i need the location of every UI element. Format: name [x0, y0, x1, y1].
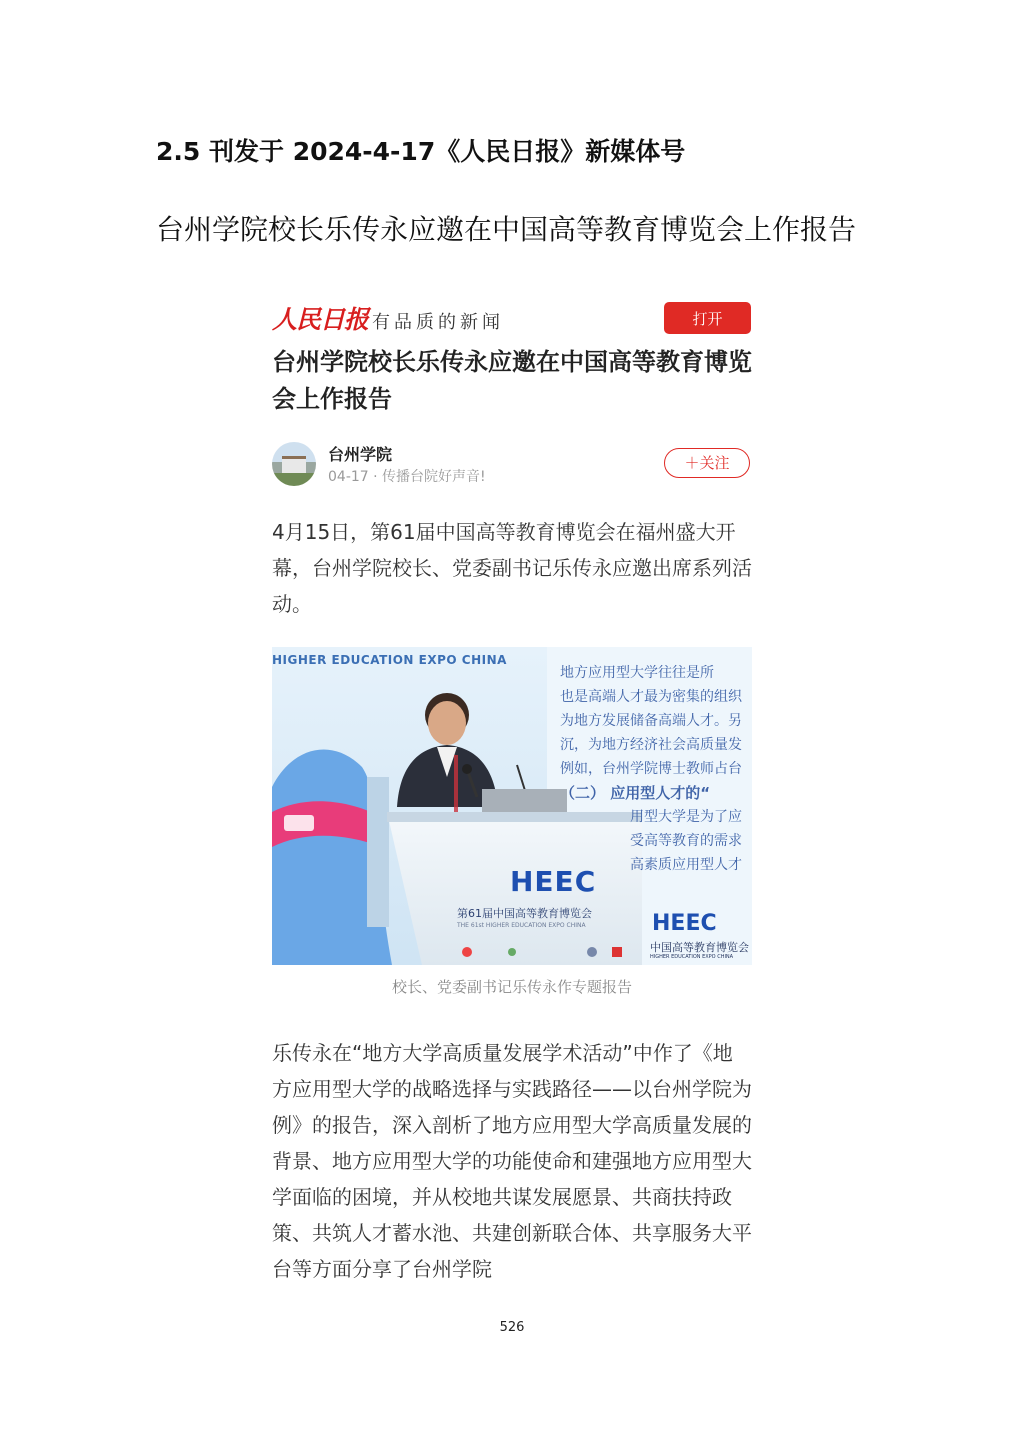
expo-banner-text: HIGHER EDUCATION EXPO CHINA [272, 653, 507, 667]
peoples-daily-logo: 人民日报 [272, 305, 369, 334]
slide-line: 例如，台州学院博士教师占台 [560, 761, 742, 777]
slide-line: 高素质应用型人才 [630, 857, 742, 873]
article-screenshot [272, 288, 752, 1281]
podium-logo: HEEC [510, 865, 597, 898]
corner-expo-title: 中国高等教育博览会 [650, 941, 749, 954]
slide-line: 地方应用型大学往往是所 [560, 665, 714, 681]
author-row [272, 438, 752, 490]
app-header [272, 294, 752, 340]
podium-title: 第61届中国高等教育博览会 [457, 907, 592, 920]
slide-line: 沉，为地方经济社会高质量发 [560, 737, 742, 753]
slide-line: 也是高端人才最为密集的组织 [560, 689, 742, 705]
article-title: 台州学院校长乐传永应邀在中国高等教育博览会上作报告 [272, 348, 752, 413]
app-slogan: 有品质的新闻 [372, 312, 504, 333]
slide-subheading: （二） 应用型人才的“ [560, 784, 711, 802]
author-avatar[interactable] [272, 442, 316, 486]
podium-subtitle: THE 61st HIGHER EDUCATION EXPO CHINA [457, 922, 586, 929]
article-photo[interactable] [272, 647, 752, 965]
section-heading: 2.5 刊发于 2024-4-17《人民日报》新媒体号 [156, 137, 686, 166]
corner-expo-subtitle: HIGHER EDUCATION EXPO CHINA [650, 954, 734, 960]
article-paragraph-2: 乐传永在“地方大学高质量发展学术活动”中作了《地方应用型大学的战略选择与实践路径——以台州学院为例》的报告，深入剖析了地方应用型大学高质量发展的背景、地方应用型大学的功能使命和建强地方应用型大学面临的困境，并从校地共谋发展愿景、共商扶持政策、共筑人才蓄水池、共建创新联合体、共享服务大平台等方面分享了台州学院 [272, 1041, 752, 1281]
slide-text [560, 661, 760, 877]
photo-caption: 校长、党委副书记乐传永作专题报告 [391, 978, 632, 996]
author-meta: 04-17 · 传播台院好声音! [328, 469, 486, 485]
article-paragraph-1: 4月15日，第61届中国高等教育博览会在福州盛大开幕，台州学院校长、党委副书记乐传永应邀出席系列活动。 [272, 520, 752, 616]
corner-expo-logo: HEEC [652, 911, 717, 936]
author-name[interactable]: 台州学院 [328, 445, 393, 464]
open-app-button[interactable]: 打开 [664, 302, 751, 334]
slide-line: 用型大学是为了应 [630, 809, 742, 825]
document-title: 台州学院校长乐传永应邀在中国高等教育博览会上作报告 [156, 213, 857, 246]
slide-line: 受高等教育的需求 [630, 833, 742, 849]
follow-button[interactable]: ＋关注 [664, 448, 750, 478]
slide-line: 为地方发展储备高端人才。另 [560, 713, 742, 729]
page-number: 526 [499, 1320, 525, 1335]
